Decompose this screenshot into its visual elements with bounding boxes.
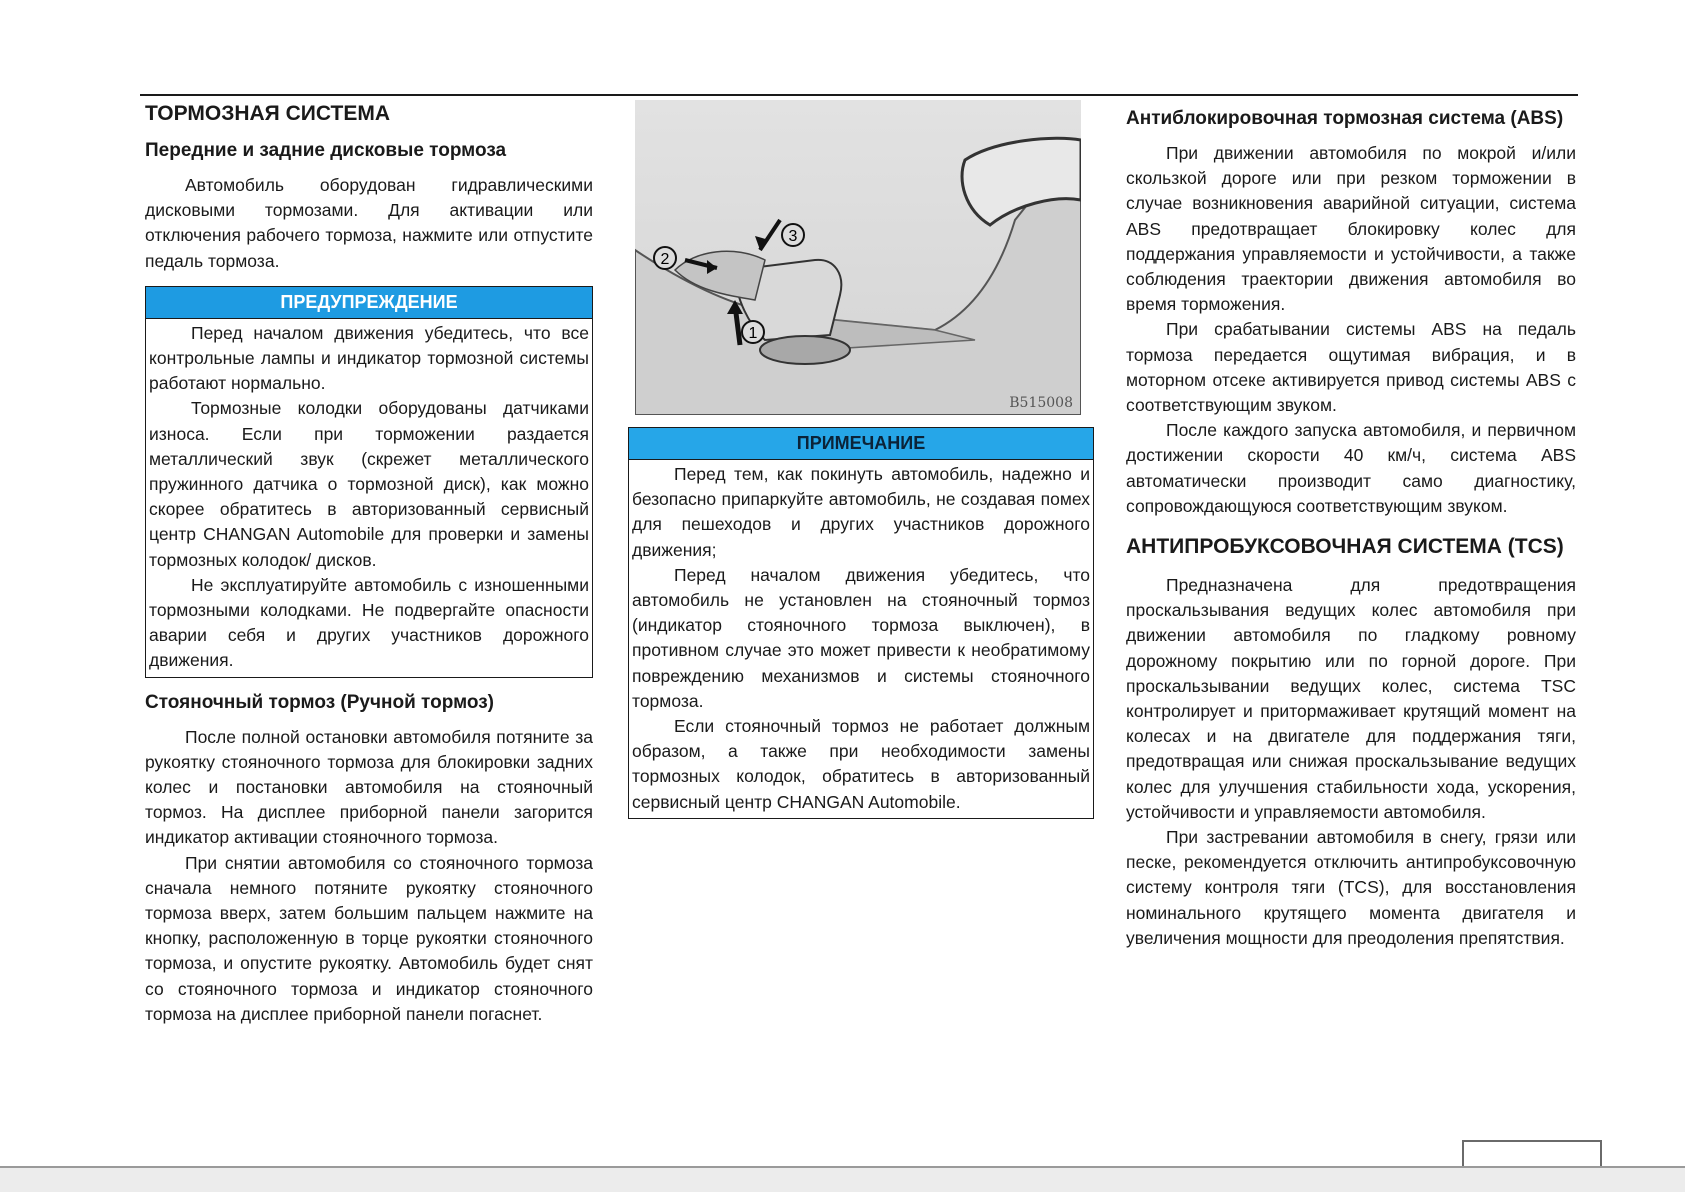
- section-title-brake-system: ТОРМОЗНАЯ СИСТЕМА: [145, 102, 391, 125]
- heading-disc-brakes: Передние и задние дисковые тормоза: [145, 140, 507, 161]
- figure-code: B515008: [1009, 395, 1073, 411]
- tcs-paragraph: Предназначена для предотвращения проскальзывания ведущих колес автомобиля при движении автомобиля по гладкому ровному дорожному покрытию или по горной дороге. При проскальзывании ведущих колес, система TSC контролирует и притормаживает крутящий момент на колесах и на двигателе для поддержания тяги, предотвращая или снижая проскальзывание ведущих колес для улучшения стабильности хода, ускорения, устойчивости и управляемости автомобиля.: [1126, 575, 1576, 822]
- callout-1-label: 1: [748, 325, 758, 342]
- note-paragraph: Если стояночный тормоз не работает должным образом, а также при необходимости замены тормозных колодок, обратитесь в авторизованный сервисный центр CHANGAN Automobile.: [632, 716, 1090, 812]
- left-column: [145, 100, 593, 1027]
- callout-2-label: 2: [660, 251, 670, 268]
- warning-paragraph: Не эксплуатируйте автомобиль с изношенными тормозными колодками. Не подвергайте опасности аварии себя и других участников дорожного движения.: [149, 574, 589, 671]
- page-number-tab: [1462, 1140, 1602, 1168]
- note-box: [628, 427, 1094, 819]
- parking-paragraph: При снятии автомобиля со стояночного тормоза сначала немного потяните рукоятку стояночного тормоза вверх, затем большим пальцем нажмите на кнопку, расположенную в торце рукоятки стояночного тормоза, и опустите рукоятку. Автомобиль будет снят со стояночного тормоза и индикатор стояночного тормоза на дисплее приборной панели погаснет.: [145, 852, 593, 1024]
- note-paragraph: Перед тем, как покинуть автомобиль, надежно и безопасно припаркуйте автомобиль, не создавая помех для пешеходов и других участников дорожного движения;: [632, 464, 1090, 560]
- note-paragraph: Перед началом движения убедитесь, что автомобиль не установлен на стояночный тормоз (индикатор стояночного тормоза выключен), в противном случае это может привести к необратимому повреждению механизмов и системы стояночного тормоза.: [632, 564, 1090, 711]
- warning-box: [145, 286, 593, 678]
- note-header: ПРИМЕЧАНИЕ: [629, 428, 1093, 460]
- heading-tcs: АНТИПРОБУКСОВОЧНАЯ СИСТЕМА (TCS): [1126, 535, 1564, 559]
- right-column: [1126, 100, 1576, 951]
- heading-parking-brake: Стояночный тормоз (Ручной тормоз): [145, 691, 495, 713]
- abs-paragraph: При срабатывании системы ABS на педаль тормоза передается ощутимая вибрация, и в моторном отсеке активируется привод системы ABS с соответствующим звуком.: [1126, 319, 1576, 416]
- bottom-margin: [0, 1168, 1685, 1192]
- parking-paragraph: После полной остановки автомобиля потяните за рукоятку стояночного тормоза для блокировки задних колес и постановки автомобиля на стояночный тормоз. На дисплее приборной панели загорится индикатор активации стояночного тормоза.: [145, 726, 593, 848]
- top-rule: [140, 94, 1578, 96]
- warning-paragraph: Тормозные колодки оборудованы датчиками износа. Если при торможении раздается металлический звук (скрежет металлического пружинного датчика о тормозной диск), как можно скорее обратитесь в авторизованный сервисный центр CHANGAN Automobile для проверки и замены тормозных колодок/ дисков.: [149, 398, 589, 570]
- abs-paragraph: После каждого запуска автомобиля, и первичном достижении скорости 40 км/ч, система ABS автоматически производит само диагностику, сопровождающуюся соответствующим звуком.: [1126, 420, 1576, 516]
- callout-3-label: 3: [788, 228, 798, 245]
- heading-abs: Антиблокировочная тормозная система (ABS): [1126, 108, 1564, 129]
- parking-brake-illustration: [635, 100, 1081, 415]
- disc-brakes-paragraph: Автомобиль оборудован гидравлическими дисковыми тормозами. Для активации или отключения рабочего тормоза, нажмите или отпустите педаль тормоза.: [145, 175, 593, 271]
- warning-paragraph: Перед началом движения убедитесь, что все контрольные лампы и индикатор тормозной системы работают нормально.: [149, 322, 589, 394]
- abs-paragraph: При движении автомобиля по мокрой и/или скользкой дороге или при резком торможении в случае возникновения аварийной ситуации, система ABS предотвращает блокировку колес для поддержания управляемости и устойчивости, а также соблюдения траектории движения автомобиля во время торможения.: [1126, 143, 1576, 315]
- tcs-paragraph: При застревании автомобиля в снегу, грязи или песке, рекомендуется отключить антипробуксовочную систему контроля тяги (TCS), для восстановления номинального крутящего момента двигателя и увеличения мощности для преодоления препятствия.: [1126, 827, 1576, 948]
- middle-column: [628, 100, 1094, 831]
- warning-header: ПРЕДУПРЕЖДЕНИЕ: [146, 287, 592, 319]
